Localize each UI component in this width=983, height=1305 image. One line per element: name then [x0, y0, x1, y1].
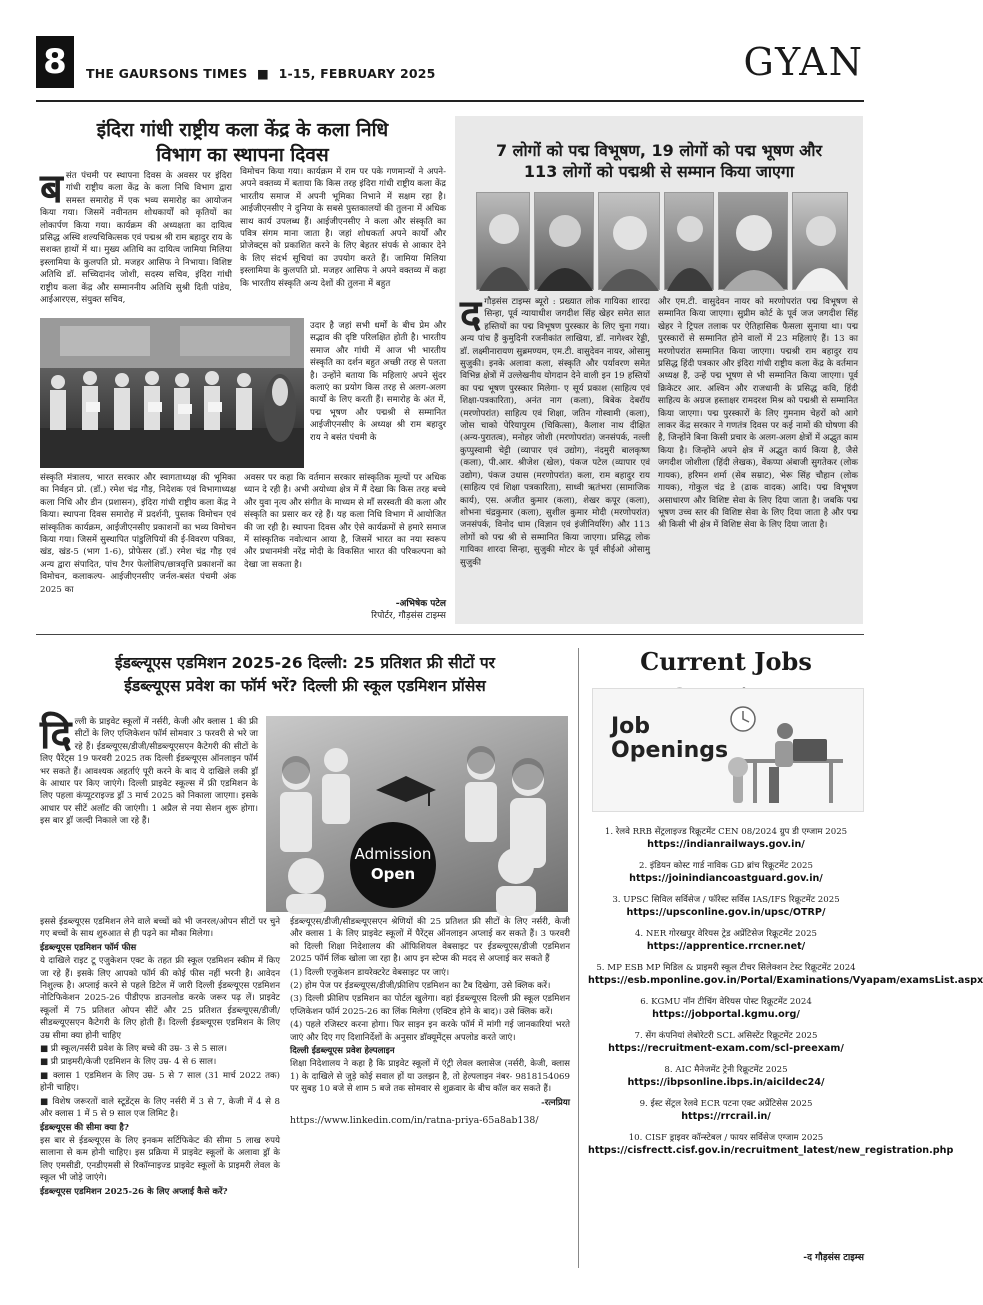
job-title: 1. रेलवे RRB सेंट्रलाइज्ड रिक्रूटमेंट CEN 08/2024 ग्रुप डी एग्जाम 2025	[604, 827, 848, 837]
section-name: GYAN	[743, 40, 864, 84]
article1-photo	[40, 318, 304, 468]
article3-subhead-helpline: दिल्ली ईडब्ल्यूएस प्रवेश हेल्पलाइन	[290, 1046, 395, 1057]
masthead	[36, 36, 864, 98]
article3-age-item2: ■ प्री प्राइमरी/केजी एडमिशन के लिए उम्र- 4 से 6 साल।	[40, 1057, 217, 1068]
job-title: 3. UPSC सिविल सर्विसेज / फॉरेस्ट सर्विस IAS/IFS रिक्रूटमेंट 2025	[612, 895, 840, 905]
article3-subhead-limit: ईडब्ल्यूएस की सीमा क्या है?	[40, 1122, 129, 1133]
job-title: 9. ईस्ट सेंट्रल रेलवे ECR पटना एक्ट अप्रेंटिसेस 2025	[639, 1099, 813, 1109]
job-item	[588, 1064, 864, 1089]
job-link[interactable]: https://upsconline.gov.in/upsc/OTRP/	[626, 907, 826, 918]
article3-headline	[40, 652, 570, 698]
portrait-photo-2	[534, 192, 594, 290]
article3-col1-para1: इससे ईडब्ल्यूएस एडमिशन लेने वाले बच्चों को भी जनरल/ओपन सीटों पर चुने गए बच्चों के साथ शुरुआत से ही पढ़ने का मौका मिलेगा।	[40, 917, 280, 940]
job-openings-line2: Openings	[611, 738, 729, 763]
admission-photo	[266, 716, 568, 912]
job-title: 5. MP ESB MP मिडिल & प्राइमरी स्कूल टीचर सिलेक्शन टेस्ट रिक्रूटमेंट 2024	[596, 963, 856, 973]
paper-name	[86, 66, 436, 81]
portrait-photo-5	[718, 192, 788, 290]
article3-col1-para2: ये दाखिले राइट टू एजुकेशन एक्ट के तहत फ्री स्कूल एडमिशन स्कीम में किए जा रहे हैं। इसके लिए आपको फॉर्म की कोई फीस नहीं भरनी है। आवेदन निशुल्क है। अप्लाई करने से पहले डिटेल में जारी दिल्ली ईडब्ल्यूएस एडमिशन नोटिफिकेशन 2025-26 पीडीएफ डाउनलोड करके जरूर पढ़ लें। प्राइवेट स्कूलों में 75 प्रतिशत ओपन सीटें और 25 प्रतिशत ईडब्ल्यूएस/डीजी/सीडब्ल्यूएसएन कैटेगरी के लिए होती हैं। दिल्ली ईडब्ल्यूएस एडमिशन के लिए उम्र सीमा क्या होनी चाहिए	[40, 956, 280, 1041]
article3-column1	[40, 916, 280, 1260]
jobs-heading: Current Jobs	[640, 647, 812, 676]
article3-age-item1: ■ प्री स्कूल/नर्सरी प्रवेश के लिए बच्चे की उम्र- 3 से 5 साल।	[40, 1044, 227, 1055]
job-item	[588, 860, 864, 885]
job-item	[588, 894, 864, 919]
job-title: 4. NER गोरखपुर वेरियस ट्रेड अप्रेंटिसेज रिक्रूटमेंट 2025	[634, 929, 818, 939]
article1-headline-line2: विभाग का स्थापना दिवस	[156, 144, 329, 166]
job-item	[588, 1098, 864, 1123]
article3-subhead-apply: ईडब्ल्यूएस एडमिशन 2025-26 के लिए अप्लाई कैसे करें?	[40, 1186, 228, 1197]
portrait-photo-4	[664, 192, 714, 290]
issue-date: 1-15, FEBRUARY 2025	[278, 66, 436, 81]
article3-column2	[290, 916, 570, 1256]
article1-column2-bottom: अवसर पर कहा कि वर्तमान सरकार सांस्कृतिक मूल्यों पर अधिक ध्यान दे रही है। अभी अयोध्या क्षेत्र में मैं देखा कि किस तरह बच्चे और युवा नृत्य और संगीत के माध्यम से माँ सरस्वती की कला और संस्कृति का प्रसार कर रहे हैं। यह कला निधि विभाग में आयोजित की जा रही है। स्थापना दिवस और ऐसे कार्यक्रमों से हमारे समाज में सांस्कृतिक नवोत्थान आया है, जिसमें भारत का नया स्वरूप और प्रधानमंत्री नरेंद्र मोदी के विकसित भारत की परिकल्पना को देखा जा सकता है।	[244, 473, 446, 570]
article3-intro	[40, 712, 258, 911]
article1-dropcap: ब	[40, 166, 63, 212]
article3-col2-para1: ईडब्ल्यूएस/डीजी/सीडब्ल्यूएसएन श्रेणियों की 25 प्रतिशत फ्री सीटों के लिए नर्सरी, केजी और क्लास 1 के लिए प्राइवेट स्कूलों में पैरेंट्स ऑनलाइन अप्लाई कर सकते हैं। 3 फरवरी को दिल्ली शिक्षा निदेशालय की ऑफिशियल वेबसाइट पर ईडब्ल्यूएस/डीजी एडमिशन 2025 फॉर्म लिंक खोला जा रहा है। आप इन स्टेप्स की मदद से अप्लाई कर सकते हैं	[290, 917, 570, 965]
job-openings-image	[592, 688, 864, 812]
job-link[interactable]: https://apprentice.rrcner.net/	[646, 941, 806, 952]
job-item	[588, 928, 864, 953]
article3-age-item4: ■ विशेष जरूरतों वाले स्टूडेंट्स के लिए नर्सरी में 3 से 7, केजी में 4 से 8 और क्लास 1 में 5 से 9 साल एज लिमिट है।	[40, 1096, 280, 1120]
portrait-photo-6	[792, 192, 848, 290]
article3-step3: (3) दिल्ली फ्रीशिप एडमिशन का पोर्टल खुलेगा। वहां ईडब्ल्यूएस दिल्ली फ्री स्कूल एडमिशन एप्लिकेशन फॉर्म 2025-26 का लिंक मिलेगा (एक्टिव होने के बाद)। उसे क्लिक करें।	[290, 994, 570, 1017]
separator-square: ■	[256, 66, 269, 81]
article3-link[interactable]: https://www.linkedin.com/in/ratna-priya-65a8ab138/	[290, 1115, 539, 1127]
job-openings-line1: Job	[611, 714, 651, 739]
badge-line2: Open	[370, 865, 416, 883]
article2-dropcap: द	[460, 292, 482, 338]
article3-byline: -रत्नप्रिया	[541, 1097, 570, 1108]
article1-headline	[40, 118, 445, 168]
article3-step2: (2) होम पेज पर ईडब्ल्यूएस/डीजी/फ्रीशिप एडमिशन का टैब दिखेगा, उसे क्लिक करें।	[290, 981, 551, 992]
job-link[interactable]: https://indianrailways.gov.in/	[647, 839, 805, 850]
article2-headline-line1: 7 लोगों को पद्म विभूषण, 19 लोगों को पद्म भूषण और	[495, 141, 823, 160]
article3-age-item3: ■ क्लास 1 एडमिशन के लिए उम्र- 5 से 7 साल (31 मार्च 2022 तक) होनी चाहिए।	[40, 1070, 280, 1094]
page-number: 8	[36, 36, 74, 88]
article2-headline	[470, 140, 848, 182]
job-link[interactable]: https://recruitment-exam.com/scl-preexam/	[608, 1043, 844, 1054]
job-title: 10. CISF ड्राइवर कॉन्स्टेबल / फायर सर्विसेज एग्जाम 2025	[628, 1133, 824, 1143]
job-link[interactable]: https://ibpsonline.ibps.in/aicildec24/	[627, 1077, 825, 1088]
job-title: 8. AIC मैनेजमेंट ट्रेनी रिक्रूटमेंट 2025	[664, 1065, 788, 1075]
article2-column2: और एम.टी. वासुदेवन नायर को मरणोपरांत पद्म विभूषण से सम्मानित किया जाएगा। सुप्रीम कोर्ट के पूर्व जज जगदीश सिंह खेहर ने ट्रिपल तलाक पर ऐतिहासिक फैसला सुनाया था। पद्म पुरस्कारों से सम्मानित होने वालों में 23 महिलाएं हैं। 13 का मरणोपरांत सम्मानित किया जाएगा। पद्मश्री राम बहादुर राय प्रसिद्ध हिंदी पत्रकार और इंदिरा गांधी राष्ट्रीय कला केंद्र के वर्तमान अध्यक्ष हैं, उन्हें पद्म भूषण से भी सम्मानित किया जाएगा। पूर्व क्रिकेटर आर. अश्विन और राजधानी के प्रसिद्ध कवि, हिंदी साहित्य के अग्रज हस्ताक्षर रामदरश मिश्र को पद्मश्री से सम्मानित किया जाएगा। पद्म पुरस्कारों के लिए गुमनाम चेहरों को आगे लाकर केंद्र सरकार ने गणतंत्र दिवस पर कई नामों की घोषणा की है, जिन्होंने बिना किसी प्रचार के अलग-अलग क्षेत्रों में अद्भुत काम किया है। जिन्होंने अपने क्षेत्र में अद्भुत कार्य किया है, जैसे जगदीश जोशीला (हिंदी लेखक), वेंकप्पा अंबाजी सुगतेकर (लोक गायक), हरिमन शर्मा (सेब सम्राट), भेरू सिंह चौहान (लोक गायक), गोकुल चंद्र डे (ढाक वादक) आदि। पद्म विभूषण असाधारण और विशिष्ट सेवा के लिए दिया जाता है। जबकि पद्म भूषण उच्च स्तर की विशिष्ट सेवा के लिए दिया जाता है और पद्म श्री किसी भी क्षेत्र में विशिष्ट सेवा के लिए दिया जाता है।	[658, 297, 858, 531]
job-link[interactable]: https://rrcrail.in/	[681, 1111, 771, 1122]
badge-line1: Admission	[354, 845, 432, 863]
job-item	[588, 826, 864, 851]
article1-headline-line1: इंदिरा गांधी राष्ट्रीय कला केंद्र के कला निधि	[96, 119, 389, 141]
article3-headline-line1: ईडब्ल्यूएस एडमिशन 2025-26 दिल्ली: 25 प्रतिशत फ्री सीटों पर	[114, 654, 495, 672]
article3-col2-para2: शिक्षा निदेशालय ने कहा है कि प्राइवेट स्कूलों में एंट्री लेवल क्लासेज (नर्सरी, केजी, क्लास 1) के दाखिले से जुड़े कोई सवाल हों या उलझन है, तो हेल्पलाइन नंबर- 9818154069 पर सुबह 10 बजे से शाम 5 बजे तक सोमवार से शुक्रवार के बीच कॉल कर सकते हैं।	[290, 1059, 570, 1095]
jobs-list	[588, 826, 983, 1166]
portrait-photo-1	[476, 192, 530, 290]
job-item	[588, 996, 864, 1021]
article3-headline-line2: ईडब्ल्यूएस प्रवेश का फॉर्म भरें? दिल्ली फ्री स्कूल एडमिशन प्रॉसेस	[124, 677, 486, 695]
job-link[interactable]: https://jobportal.kgmu.org/	[652, 1009, 800, 1020]
article3-step4: (4) पहले रजिस्टर करना होगा। फिर साइन इन करके फॉर्म में मांगी गई जानकारियां भरते जाएं और दिए गए दिशानिर्देशों के अनुसार डॉक्यूमेंट्स अपलोड करते जाएं।	[290, 1020, 570, 1043]
article3-subhead-fee: ईडब्ल्यूएस एडमिशन फॉर्म फीस	[40, 942, 137, 953]
paper-title: THE GAURSONS TIMES	[86, 66, 248, 81]
job-item	[588, 1030, 864, 1055]
job-link[interactable]: https://cisfrectt.cisf.gov.in/recruitment_latest/new_registration.php	[588, 1145, 954, 1156]
article1-byline-name: -अभिषेक पटेल	[395, 599, 446, 609]
admission-open-badge	[350, 822, 436, 908]
article1-column1-bottom: संस्कृति मंत्रालय, भारत सरकार और स्वागताध्यक्ष की भूमिका का निर्वहन प्रो. (डॉ.) रमेश चंद्र गौड़, निदेशक एवं विभागाध्यक्ष कला निधि और डीन (प्रशासन), इंदिरा गांधी राष्ट्रीय कला केंद्र ने किया। स्थापना दिवस समारोह में प्रदर्शनी, पुस्तक विमोचन एवं सांस्कृतिक कार्यक्रम, आईजीएनसीए प्रकाशनों का भव्य विमोचन किया गया। जिसमें सुस्थापित पांडुलिपियों की ई-विवरण पत्रिका, खंड, खंड-5 (भाग 1-6), प्रोफेसर (डॉ.) रमेश चंद्र गौड़ एवं अन्य द्वारा संपादित, पांच टैगर फेलोशिप/छात्रवृत्ति प्रकाशनों का विमोचन, कलाकल्प- आईजीएनसीए जर्नल-बसंत पंचमी अंक 2025 का	[40, 473, 236, 595]
job-title: 7. सेंग कंपनियां लेबोरेटरी SCL असिस्टेंट रिक्रूटमेंट 2025	[634, 1031, 818, 1041]
article1-column2: विमोचन किया गया। कार्यक्रम में राम पर पके गणमान्यों ने अपने-अपने वक्तव्य में बताया कि किस तरह इंदिरा गांधी राष्ट्रीय कला केंद्र भारतीय समाज में अपनी भूमिका निभाने में सक्षम रहा है। आईजीएनसीए ने दुनिया के सबसे पुस्तकालयों की तुलना में अधिक साथ कार्य उपलब्ध हैं। आईजीएनसीए ने कला और संस्कृति का पवित्र संगम माना जाता है। जहां शोधकर्ता अपने कार्यों और प्रोजेक्ट्स को प्रकाशित करने के लिए बेहतर संपर्क से आकार देने के लिए संदर्भ सूचियां का उपयोग करते हैं। जामिया मिलिया इस्लामिया के कुलपति प्रो. मजहर आसिफ ने अपने वक्तव्य में कहा कि भारतीय संस्कृति अन्य देशों की तुलना में बहुत	[240, 167, 446, 289]
article2-text1: गौड़संस टाइम्स ब्यूरो : प्रख्यात लोक गायिका शारदा सिन्हा, पूर्व न्यायाधीश जगदीश सिंह खेहर समेत सात हस्तियों का पद्म विभूषण पुरस्कार के लिए चुना गया। अन्य पांच हैं कुमुदिनी रजनीकांत लाखिया, डॉ. नागेश्वर रेड्डी, डॉ. लक्ष्मीनारायण सुब्रमण्यम, एम.टी. वासुदेवन नायर, ओसामु सुजुकी। इनके अलावा कला, संस्कृति और पर्यावरण समेत विभिन्न क्षेत्रों में उल्लेखनीय योगदान देने वाली इन 19 हस्तियों का पद्म भूषण पुरस्कार मिलेगा- ए सूर्य प्रकाश (साहित्य एवं शिक्षा-पत्रकारिता), अनंत नाग (कला), बिबेक देबरॉय (मरणोपरांत) साहित्य एवं शिक्षा, जतिन गोस्वामी (कला), जोस चाको पेरियापुरम (चिकित्सा), कैलाश नाथ दीक्षित (अन्य-पुरातत्व), मनोहर जोशी (मरणोपरांत) जनसंपर्क, नल्ली कुप्पुस्वामी चेट्टी (व्यापार एवं उद्योग), नंदमुरी बालकृष्ण (कला), पी.आर. श्रीजेश (खेल), पंकज पटेल (व्यापार एवं उद्योग), पंकज उधास (मरणोपरांत) कला, राम बहादुर राय (साहित्य एवं शिक्षा पत्रकारिता), साध्वी ऋतंभरा (सामाजिक कार्य), एस. अजीत कुमार (कला), शेखर कपूर (कला), शोभना चंद्रकुमार (कला), सुशील कुमार मोदी (मरणोपरांत) जनसंपर्क, विनोद धाम (विज्ञान एवं इंजीनियरिंग) और 113 लोगों को पद्म श्री से सम्मानित किया जाएगा। प्रसिद्ध लोक गायिका शारदा सिन्हा, सुजुकी मोटर के पूर्व सीईओ ओसामु सुजुकी	[460, 297, 650, 568]
job-title: 2. इंडियन कोस्ट गार्ड नाविक GD ब्रांच रिक्रूटमेंट 2025	[639, 861, 813, 871]
middle-rule	[36, 634, 864, 635]
article1-byline	[244, 598, 446, 622]
article1-column2-continued: उदार है जहां सभी धर्मों के बीच प्रेम और सद्भाव की दृष्टि परिलक्षित होती है। भारतीय समाज और गांधी में आज भी भारतीय संस्कृति का दर्शन बहुत अच्छी तरह से पलता है। उन्होंने बताया कि महिलाएं अपने सुंदर कलाएं का प्रयोग किस तरह से अलग-अलग कार्यों के लिए करती हैं। समारोह के अंत में, पद्म भूषण और पद्मश्री से सम्मानित आईजीएनसीए के अध्यक्ष श्री राम बहादुर राय ने बसंत पंचमी के	[310, 321, 446, 443]
article1-column1	[40, 166, 232, 310]
vertical-divider	[578, 648, 579, 1268]
article3-dropcap: दि	[40, 712, 72, 758]
article3-col1-para3: इस बार से ईडब्ल्यूएस के लिए इनकम सर्टिफिकेट की सीमा 5 लाख रुपये सालाना से कम होनी चाहिए। इस प्रक्रिया में प्राइवेट स्कूलों के अलावा ड्रॉ के लिए एमसीडी, एनडीएमसी से रिकॉग्नाइज्ड प्राइवेट स्कूलों के प्राइमरी लेवल के स्कूल भी जोड़े जाएंगे।	[40, 1135, 280, 1184]
article2-column1	[460, 292, 650, 616]
event-stage-illustration	[40, 318, 304, 468]
article3-intro-text: ल्ली के प्राइवेट स्कूलों में नर्सरी, केजी और क्लास 1 की फ्री सीटों के लिए एप्लिकेशन फॉर्म सोमवार 3 फरवरी से भरे जा रहे हैं। ईडब्ल्यूएस/डीजी/सीडब्ल्यूएसएन कैटेगरी की सीटों के लिए पैरेंट्स 19 फरवरी 2025 तक दिल्ली ईडब्ल्यूएस ऑनलाइन फॉर्म भर सकते हैं। आवश्यक अहर्ताएं पूरी करने के बाद ये दाखिले लकी ड्रॉ के आधार पर किए जाएंगे। दिल्ली प्राइवेट स्कूल्स में फ्री एडमिशन के लिए पहला कंप्यूटराइज्ड ड्रॉ 3 मार्च 2025 को निकाला जाएगा। इसके आधार पर सीटें अलॉट की जाएंगी। 1 अप्रैल से नया सेशन शुरू होगा। इस बार ड्रॉ जल्दी निकाले जा रहे हैं।	[40, 717, 258, 827]
article2-headline-line2: 113 लोगों को पद्मश्री से सम्मान किया जाएगा	[523, 162, 795, 181]
article1-byline-role: रिपोर्टर, गौड़संस टाइम्स	[371, 611, 446, 621]
article1-text1: संत पंचमी पर स्थापना दिवस के अवसर पर इंदिरा गांधी राष्ट्रीय कला केंद्र के कला निधि विभाग द्वारा समस्त समारोह में एक भव्य समारोह का आयोजन किया गया। जिसमें नवीनतम शोधकार्यों को कृतियों का लोकार्पण किया गया। कार्यक्रम की अध्यक्षता का दायित्व प्रसिद्ध अस्थि शल्यचिकित्सक एवं पद्मश्र श्री राम बहादुर राय के सशक्त हाथों में था। मुख्य अतिथि का दायित्व जामिया मिलिया इस्लामिया के कुलपति प्रो. मजहर आसिफ ने निभाया। विशिष्ट अतिथि डॉ. सच्चिदानंद जोशी, सदस्य सचिव, इंदिरा गांधी राष्ट्रीय कला केंद्र और सम्माननीय अतिथि सुश्री दिती पांडेय, आईआरएस, संयुक्त सचिव,	[40, 171, 232, 306]
job-item	[588, 962, 983, 987]
desk-worker-illustration	[593, 689, 865, 813]
job-link[interactable]: https://esb.mponline.gov.in/Portal/Examinations/Vyapam/examsList.aspx	[588, 975, 983, 986]
job-title: 6. KGMU नॉन टीचिंग वेरियस पोस्ट रिक्रूटमेंट 2024	[640, 997, 812, 1007]
job-item	[588, 1132, 954, 1157]
job-link[interactable]: https://joinindiancoastguard.gov.in/	[629, 873, 823, 884]
top-rule	[36, 100, 864, 102]
article3-step1: (1) दिल्ली एजुकेशन डायरेक्टरेट वेबसाइट पर जाएं।	[290, 967, 450, 978]
portrait-photo-3	[598, 192, 660, 290]
jobs-byline: -द गौड़संस टाइम्स	[803, 1252, 864, 1263]
